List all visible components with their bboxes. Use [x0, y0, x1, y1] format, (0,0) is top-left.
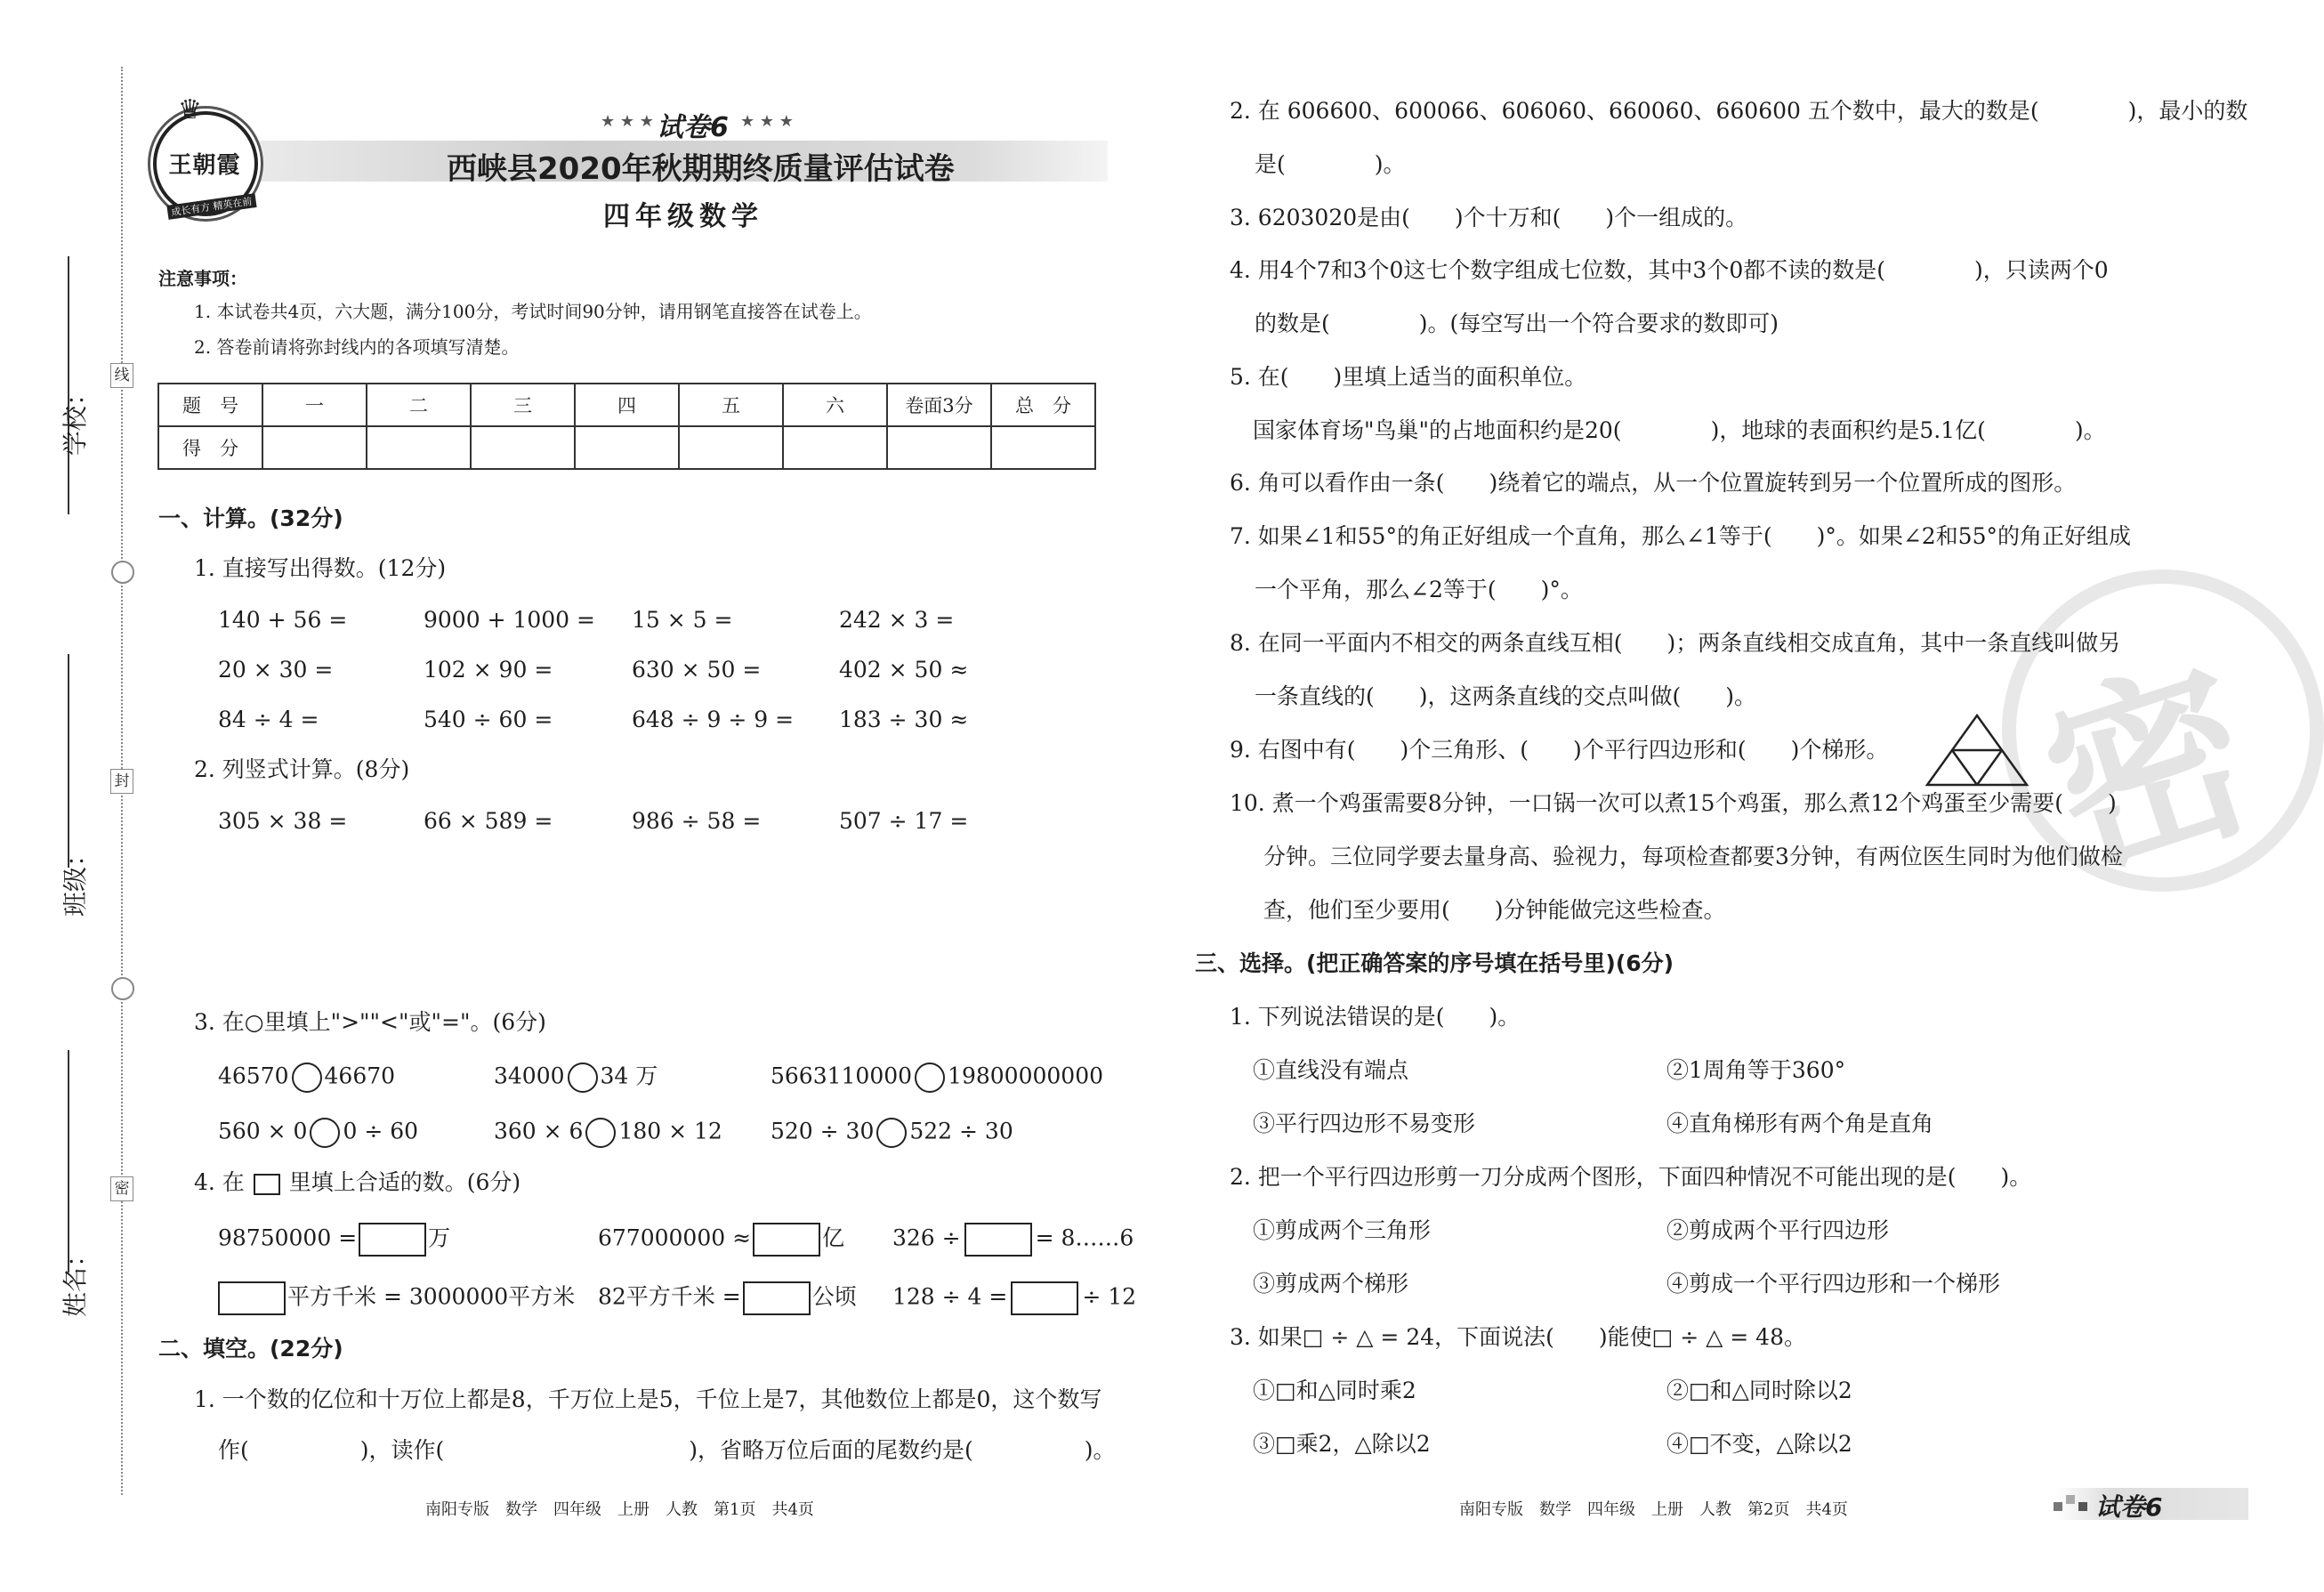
s3-q1: 1. 下列说法错误的是( )。	[1230, 1004, 1521, 1030]
answer-box[interactable]	[753, 1223, 820, 1257]
score-cell[interactable]	[575, 426, 679, 469]
calc-item: 9000 + 1000 =	[424, 607, 595, 633]
score-table-header-row	[158, 384, 1095, 426]
score-cell[interactable]	[367, 426, 471, 469]
compare-left: 34000	[494, 1063, 565, 1089]
compare-right: 19800000000	[948, 1063, 1104, 1089]
compare-circle[interactable]	[292, 1063, 322, 1093]
section3-title: 三、选择。(把正确答案的序号填在括号里)(6分)	[1195, 950, 1674, 976]
s2-q10-line1: 10. 煮一个鸡蛋需要8分钟，一口锅一次可以煮15个鸡蛋，那么煮12个鸡蛋至少需要( )	[1230, 790, 2117, 816]
s3-q2: 2. 把一个平行四边形剪一刀分成两个图形，下面四种情况不可能出现的是( )。	[1230, 1164, 2032, 1190]
compare-right: 0 ÷ 60	[343, 1118, 419, 1144]
s2-q3: 3. 6203020是由( )个十万和( )个一组成的。	[1230, 205, 1748, 230]
calc-item: 648 ÷ 9 ÷ 9 =	[632, 707, 795, 732]
choice-option: ①直线没有端点	[1253, 1057, 1409, 1083]
triangle-figure	[1924, 712, 2030, 788]
calc-item: 140 + 56 =	[218, 607, 348, 633]
s1-q1-title: 1. 直接写出得数。(12分)	[194, 555, 447, 581]
s2-q4-line1: 4. 用4个7和3个0这七个数字组成七位数，其中3个0都不读的数是( )，只读两个0	[1230, 257, 2109, 283]
logo-banner: 成长有方 精英在前	[166, 193, 256, 220]
calc-item: 15 × 5 =	[632, 607, 733, 633]
footer-tag-squares	[2054, 1495, 2089, 1515]
exam-number-stars-left: ★ ★ ★	[601, 112, 654, 131]
score-table-header-cell: 总 分	[991, 384, 1095, 426]
calc-item: 183 ÷ 30 ≈	[839, 707, 969, 732]
choice-option: ③剪成两个梯形	[1253, 1271, 1409, 1297]
calc-item: 242 × 3 =	[839, 607, 955, 633]
s1-q3-title: 3. 在○里填上">""<"或"="。(6分)	[194, 1009, 546, 1035]
vertical-calc-item: 986 ÷ 58 =	[632, 808, 762, 834]
footer-right: 南阳专版 数学 四年级 上册 人教 第2页 共4页	[1459, 1500, 1848, 1519]
s2-q9: 9. 右图中有( )个三角形、( )个平行四边形和( )个梯形。	[1230, 737, 1889, 763]
s2-q1-line2: 作( )，读作( )，省略万位后面的尾数约是( )。	[218, 1437, 1116, 1463]
score-table-header-cell: 四	[575, 384, 679, 426]
compare-item	[771, 1118, 1013, 1148]
calc-item: 84 ÷ 4 =	[218, 707, 319, 732]
s2-q7-line1: 7. 如果∠1和55°的角正好组成一个直角，那么∠1等于( )°。如果∠2和55°的角正好组成	[1230, 523, 2131, 549]
footer-left: 南阳专版 数学 四年级 上册 人教 第1页 共4页	[425, 1500, 814, 1519]
logo-text: 王朝霞	[168, 152, 241, 179]
compare-left: 560 × 0	[218, 1118, 308, 1144]
calc-item: 102 × 90 =	[424, 657, 553, 683]
s2-q8-line1: 8. 在同一平面内不相交的两条直线互相( )；两条直线相交成直角，其中一条直线叫做另	[1230, 630, 2121, 656]
compare-item	[218, 1063, 395, 1093]
compare-right: 34 万	[600, 1063, 658, 1089]
score-table-header-cell: 二	[367, 384, 471, 426]
compare-right: 180 × 12	[618, 1118, 722, 1144]
seal-char-feng: 封	[110, 769, 133, 794]
answer-box[interactable]	[218, 1281, 286, 1315]
s2-q6: 6. 角可以看作由一条( )绕着它的端点，从一个位置旋转到另一个位置所成的图形。	[1230, 470, 2077, 496]
seal-char-mi: 密	[110, 1176, 133, 1201]
choice-option: ④剪成一个平行四边形和一个梯形	[1666, 1271, 2001, 1297]
compare-right: 46670	[324, 1063, 396, 1089]
compare-circle[interactable]	[915, 1063, 945, 1093]
choice-option: ①□和△同时乘2	[1253, 1378, 1416, 1403]
score-table-header-cell: 三	[471, 384, 575, 426]
exam-number: 试卷6	[657, 112, 729, 143]
logo-crown-icon: ♛	[178, 94, 202, 125]
page-title: 西峡县2020年秋期期终质量评估试卷	[447, 151, 955, 187]
choice-option: ①剪成两个三角形	[1253, 1217, 1432, 1243]
vertical-calc-item: 507 ÷ 17 =	[839, 808, 969, 834]
score-table-header-cell: 卷面3分	[887, 384, 991, 426]
seal-mark-2	[111, 977, 134, 1000]
notes-item-1: 1. 本试卷共4页，六大题，满分100分，考试时间90分钟，请用钢笔直接答在试卷上。	[194, 301, 872, 322]
score-table	[157, 383, 1096, 470]
name-label: 姓名：	[61, 1241, 90, 1317]
s3-q3: 3. 如果□ ÷ △ = 24，下面说法( )能使□ ÷ △ = 48。	[1230, 1324, 1806, 1350]
compare-circle[interactable]	[876, 1118, 907, 1148]
choice-option: ③平行四边形不易变形	[1253, 1111, 1476, 1136]
compare-circle[interactable]	[310, 1118, 340, 1148]
class-label: 班级：	[61, 841, 90, 917]
fill-box-item: 82平方千米 = 公顷	[598, 1281, 857, 1315]
score-cell[interactable]	[471, 426, 575, 469]
calc-item: 20 × 30 =	[218, 657, 334, 683]
score-table-header-cell: 题 号	[158, 384, 262, 426]
compare-item	[218, 1118, 418, 1148]
compare-circle[interactable]	[585, 1118, 616, 1148]
compare-left: 5663110000	[771, 1063, 913, 1089]
answer-box[interactable]	[1011, 1281, 1078, 1315]
compare-left: 360 × 6	[494, 1118, 584, 1144]
compare-left: 520 ÷ 30	[771, 1118, 875, 1144]
choice-option: ④□不变，△除以2	[1666, 1431, 1852, 1457]
page-subtitle: 四年级数学	[603, 201, 763, 232]
score-table-header-cell: 五	[679, 384, 783, 426]
watermark-seal-char: 密	[2021, 632, 2279, 909]
seal-char-xian: 线	[110, 363, 133, 388]
choice-option: ②1周角等于360°	[1666, 1057, 1846, 1083]
section1-title: 一、计算。(32分)	[158, 505, 343, 531]
fill-box-item: 98750000 = 万	[218, 1223, 450, 1257]
score-table-header-cell: 六	[783, 384, 887, 426]
choice-option: ②□和△同时除以2	[1666, 1378, 1852, 1403]
score-cell[interactable]	[262, 426, 367, 469]
compare-item	[494, 1063, 658, 1093]
compare-item	[494, 1118, 722, 1148]
vertical-calc-item: 66 × 589 =	[424, 808, 553, 834]
choice-option: ②剪成两个平行四边形	[1666, 1217, 1890, 1243]
score-cell[interactable]	[887, 426, 991, 469]
s2-q10-line3: 查，他们至少要用( )分钟能做完这些检查。	[1263, 897, 1726, 923]
choice-option: ③□乘2，△除以2	[1253, 1431, 1431, 1457]
score-table-header-cell: 一	[262, 384, 367, 426]
s2-q2-line2: 是( )。	[1255, 151, 1406, 177]
compare-circle[interactable]	[568, 1063, 598, 1093]
answer-box[interactable]	[359, 1223, 426, 1257]
section2-title: 二、填空。(22分)	[158, 1336, 343, 1362]
s1-q4-title: 4. 在 里填上合适的数。(6分)	[194, 1169, 521, 1195]
blank-box-icon	[254, 1174, 280, 1195]
s2-q4-line2: 的数是( )。(每空写出一个符合要求的数即可)	[1255, 311, 1779, 336]
school-label: 学校：	[61, 380, 90, 456]
notes-heading: 注意事项：	[158, 268, 247, 289]
score-cell[interactable]	[783, 426, 887, 469]
exam-number-stars-right: ★ ★ ★	[740, 112, 794, 131]
score-cell[interactable]	[991, 426, 1095, 469]
s2-q5-line1: 5. 在( )里填上适当的面积单位。	[1230, 364, 1587, 390]
seal-mark-1	[111, 561, 134, 584]
fill-box-item: 326 ÷ = 8……6	[892, 1223, 1134, 1257]
compare-right: 522 ÷ 30	[909, 1118, 1013, 1144]
s2-q1-line1: 1. 一个数的亿位和十万位上都是8，千万位上是5，千位上是7，其他数位上都是0，这个数写	[194, 1386, 1102, 1412]
choice-option: ④直角梯形有两个角是直角	[1666, 1111, 1934, 1136]
calc-item: 402 × 50 ≈	[839, 657, 969, 683]
class-field[interactable]	[68, 654, 96, 868]
s2-q5-line2: 国家体育场"鸟巢"的占地面积约是20( )，地球的表面积约是5.1亿( )。	[1253, 417, 2106, 443]
fill-box-item: 128 ÷ 4 = ÷ 12	[892, 1281, 1136, 1315]
score-table-score-row	[158, 426, 1095, 469]
vertical-calc-item: 305 × 38 =	[218, 808, 348, 834]
notes-item-2: 2. 答卷前请将弥封线内的各项填写清楚。	[194, 336, 520, 358]
s1-q2-title: 2. 列竖式计算。(8分)	[194, 756, 410, 782]
compare-left: 46570	[218, 1063, 289, 1089]
score-table-row-label: 得 分	[158, 426, 262, 469]
footer-tag: 试卷6	[2095, 1492, 2163, 1522]
score-cell[interactable]	[679, 426, 783, 469]
answer-box[interactable]	[964, 1223, 1032, 1257]
s2-q10-line2: 分钟。三位同学要去量身高、验视力，每项检查都要3分钟，有两位医生同时为他们做检	[1263, 844, 2123, 869]
fill-box-item: 677000000 ≈ 亿	[598, 1223, 844, 1257]
name-field[interactable]	[68, 1050, 96, 1273]
calc-item: 630 × 50 =	[632, 657, 762, 683]
calc-item: 540 ÷ 60 =	[424, 707, 553, 732]
s2-q8-line2: 一条直线的( )，这两条直线的交点叫做( )。	[1255, 683, 1757, 709]
fill-box-item: 平方千米 = 3000000平方米	[218, 1281, 575, 1315]
s2-q2-line1: 2. 在 606600、600066、606060、660060、660600 五个数中，最大的数是( )，最小的数	[1230, 98, 2248, 124]
answer-box[interactable]	[743, 1281, 811, 1315]
s2-q7-line2: 一个平角，那么∠2等于( )°。	[1255, 577, 1583, 602]
compare-item	[771, 1063, 1103, 1093]
